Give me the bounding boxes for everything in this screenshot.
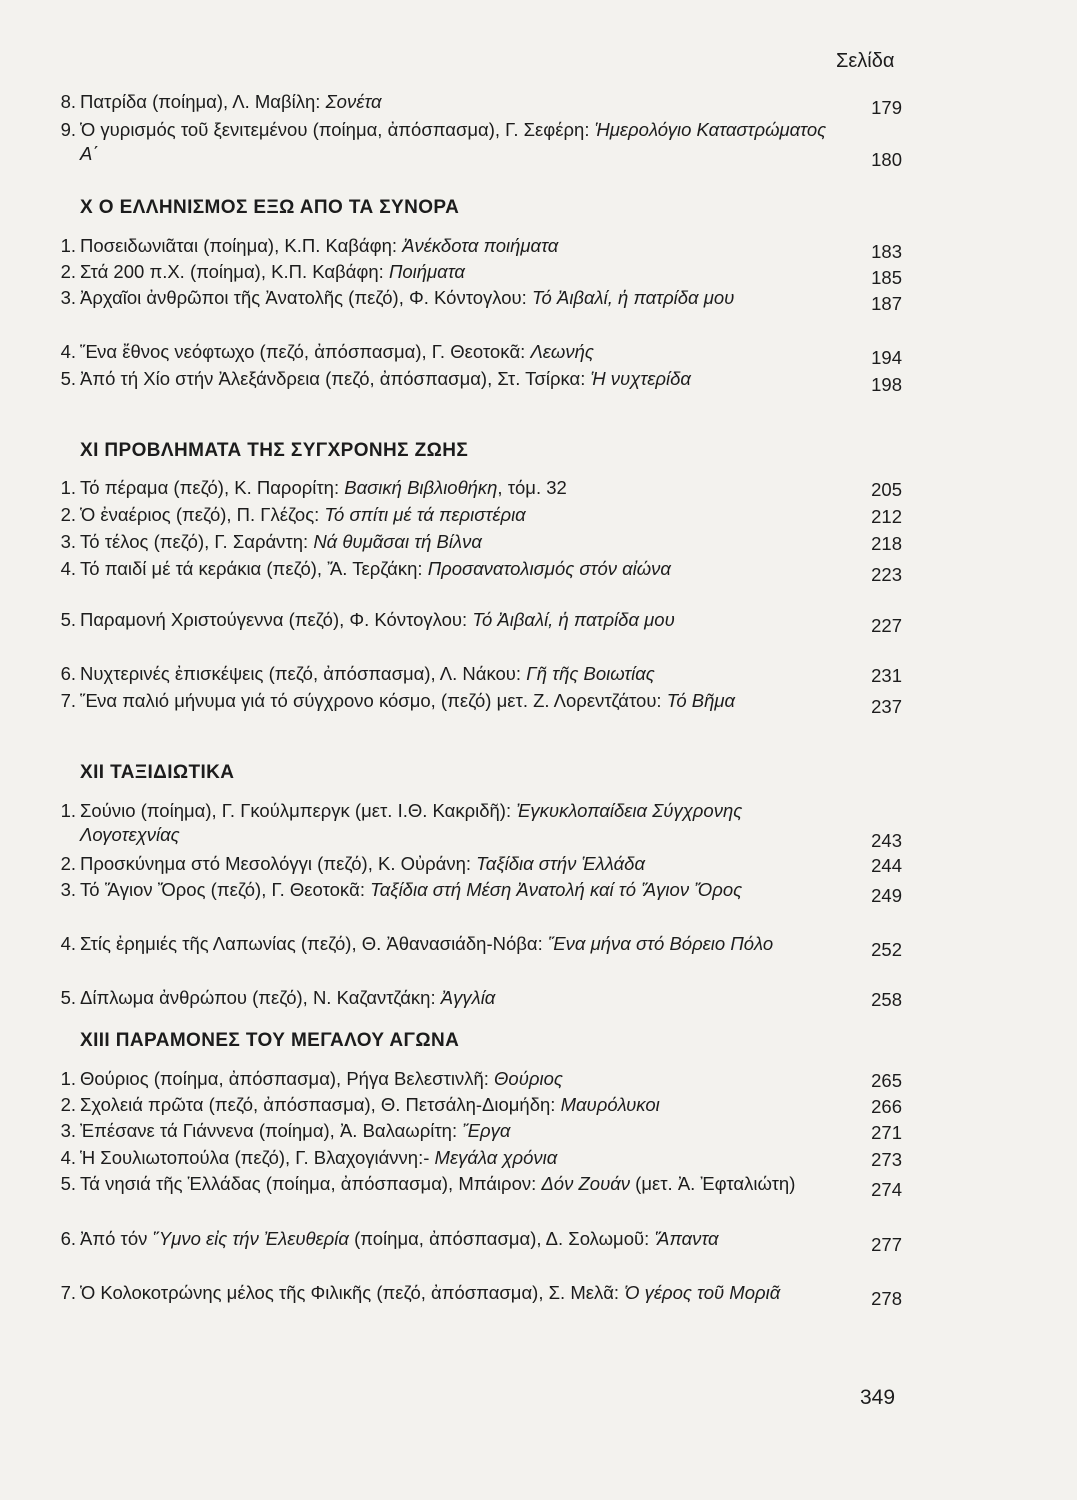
toc-entry <box>50 557 902 585</box>
entry-title: Ἕνα ἔθνος νεόφτωχο (πεζό, ἀπόσπασμα), Γ. Θεοτοκᾶ: <box>80 341 531 362</box>
toc-entry <box>50 1172 902 1200</box>
entry-extra: , τόμ. 32 <box>497 477 567 498</box>
section-title: Χ Ο ΕΛΛΗΝΙΣΜΟΣ ΕΞΩ ΑΠΟ ΤΑ ΣΥΝΟΡΑ <box>80 197 460 218</box>
entry-source: Θούριος <box>494 1068 563 1089</box>
entry-source: Ταξίδια στή Μέση Ἀνατολή καί τό Ἅγιον Ὄρος <box>370 879 743 900</box>
toc-entry <box>50 503 902 527</box>
entry-number: 4. <box>60 933 76 954</box>
toc-entry <box>50 530 902 554</box>
entry-source-2: Ἅπαντα <box>654 1228 719 1249</box>
entry-number: 3. <box>60 879 76 900</box>
entry-title: Τό Ἅγιον Ὄρος (πεζό), Γ. Θεοτοκᾶ: <box>80 879 371 900</box>
entry-title: Ἐπέσανε τά Γιάννενα (ποίημα), Ἀ. Βαλαωρίτη: <box>80 1120 463 1141</box>
section-title: ΧΙ ΠΡΟΒΛΗΜΑΤΑ ΤΗΣ ΣΥΓΧΡΟΝΗΣ ΖΩΗΣ <box>80 440 469 461</box>
entry-number: 1. <box>60 235 76 256</box>
entry-page: 258 <box>871 989 902 1010</box>
entry-title: Ἡ Σουλιωτοπούλα (πεζό), Γ. Βλαχογιάννη:- <box>80 1147 435 1168</box>
entry-title: Νυχτερινές ἐπισκέψεις (πεζό, ἀπόσπασμα), Λ. Νάκου: <box>80 663 527 684</box>
entry-page: 271 <box>871 1122 902 1143</box>
entry-title: Δίπλωμα ἀνθρώπου (πεζό), Ν. Καζαντζάκη: <box>80 987 441 1008</box>
entry-title: Τό πέραμα (πεζό), Κ. Παρορίτη: <box>80 477 345 498</box>
entry-source: Ταξίδια στήν Ἑλλάδα <box>476 853 645 874</box>
entry-page: 227 <box>871 615 902 636</box>
entry-source: Δόν Ζουάν <box>541 1173 631 1194</box>
entry-source: Λεωνής <box>530 341 594 362</box>
entry-page: 273 <box>871 1149 902 1170</box>
entry-source: Μαυρόλυκοι <box>560 1094 660 1115</box>
entry-number: 6. <box>60 1228 76 1249</box>
toc-entry <box>50 1093 902 1117</box>
toc-entry <box>50 852 902 876</box>
entry-page: 218 <box>871 533 902 554</box>
entry-page: 212 <box>871 506 902 527</box>
entry-number: 2. <box>60 853 76 874</box>
entry-extra: (ποίημα, ἀπόσπασμα), Δ. Σολωμοῦ: <box>348 1228 655 1249</box>
entry-title: Ποσειδωνιᾶται (ποίημα), Κ.Π. Καβάφη: <box>80 235 403 256</box>
entry-number: 2. <box>60 261 76 282</box>
entry-page: 266 <box>871 1096 902 1117</box>
entry-title: Τά νησιά τῆς Ἑλλάδας (ποίημα, ἀπόσπασμα), Μπάιρον: <box>80 1173 542 1194</box>
entry-source: Τό Ἀιβαλί, ἡ πατρίδα μου <box>472 609 675 630</box>
entry-page: 244 <box>871 855 902 876</box>
entry-source: Ἕνα μήνα στό Βόρειο Πόλο <box>547 933 774 954</box>
entry-number: 2. <box>60 504 76 525</box>
entry-number: 3. <box>60 1120 76 1141</box>
toc-entry <box>50 689 902 717</box>
entry-title: Σούνιο (ποίημα), Γ. Γκούλμπεργκ (μετ. Ι.Θ. Κακριδῆ): <box>80 800 517 821</box>
entry-source: Ὁ γέρος τοῦ Μοριᾶ <box>624 1282 781 1303</box>
entry-number: 3. <box>60 531 76 552</box>
entry-title: Παραμονή Χριστούγεννα (πεζό), Φ. Κόντογλου: <box>80 609 473 630</box>
entry-source: Γῆ τῆς Βοιωτίας <box>526 663 655 684</box>
entry-extra: (μετ. Ἀ. Ἐφταλιώτη) <box>630 1173 796 1194</box>
entry-source: Τό Βῆμα <box>666 690 736 711</box>
entry-title: Τό παιδί μέ τά κεράκια (πεζό), Ἄ. Τερζάκη: <box>80 558 428 579</box>
entry-number: 6. <box>60 663 76 684</box>
toc-entry <box>50 878 902 906</box>
entry-page: 183 <box>871 241 902 262</box>
entry-number: 2. <box>60 1094 76 1115</box>
entry-source: Τό σπίτι μέ τά περιστέρια <box>324 504 526 525</box>
entry-number: 7. <box>60 690 76 711</box>
entry-number: 1. <box>60 800 76 821</box>
toc-entry <box>50 1119 902 1143</box>
entry-title: Ἕνα παλιό μήνυμα γιά τό σύγχρονο κόσμο, (πεζό) μετ. Ζ. Λορεντζάτου: <box>80 690 667 711</box>
entry-number: 4. <box>60 1147 76 1168</box>
entry-title: Τό τέλος (πεζό), Γ. Σαράντη: <box>80 531 314 552</box>
toc-entry <box>50 662 902 686</box>
entry-source: Μεγάλα χρόνια <box>434 1147 558 1168</box>
entry-source: Νά θυμᾶσαι τή Βίλνα <box>313 531 482 552</box>
entry-source: Τό Ἀιβαλί, ἡ πατρίδα μου <box>531 287 735 308</box>
entry-page: 223 <box>871 564 902 585</box>
entry-source: Βασική Βιβλιοθήκη <box>344 477 498 498</box>
entry-page: 180 <box>871 149 902 170</box>
entry-title: Σχολειά πρῶτα (πεζό, ἀπόσπασμα), Θ. Πετσάλη-Διομήδη: <box>80 1094 561 1115</box>
toc-entry <box>50 476 902 500</box>
toc-entry <box>50 608 902 636</box>
entry-page: 265 <box>871 1070 902 1091</box>
entry-title: Ἀπό τή Χίο στήν Ἀλεξάνδρεια (πεζό, ἀπόσπασμα), Στ. Τσίρκα: <box>80 368 591 389</box>
entry-source: Προσανατολισμός στόν αἰώνα <box>427 558 671 579</box>
toc-entry <box>50 260 902 288</box>
entry-page: 185 <box>871 267 902 288</box>
entry-page: 278 <box>871 1288 902 1309</box>
entry-number: 7. <box>60 1282 76 1303</box>
entry-page: 274 <box>871 1179 902 1200</box>
entry-number: 1. <box>60 477 76 498</box>
entry-number: 9. <box>60 119 76 140</box>
toc-entry <box>50 90 902 118</box>
section-title: ΧΙΙ ΤΑΞΙΔΙΩΤΙΚΑ <box>80 762 235 783</box>
toc-entry <box>50 986 902 1010</box>
entry-number: 5. <box>60 609 76 630</box>
entry-title: Προσκύνημα στό Μεσολόγγι (πεζό), Κ. Οὐράνη: <box>80 853 477 874</box>
entry-page: 198 <box>871 374 902 395</box>
entry-page: 237 <box>871 696 902 717</box>
page-column-label: Σελίδα <box>836 50 895 72</box>
entry-page: 243 <box>871 830 902 851</box>
entry-title: Στίς ἐρημιές τῆς Λαπωνίας (πεζό), Θ. Ἀθανασιάδη-Νόβα: <box>80 933 548 954</box>
entry-number: 5. <box>60 987 76 1008</box>
entry-number: 5. <box>60 1173 76 1194</box>
entry-source: Ἀγγλία <box>440 987 496 1008</box>
entry-title: Θούριος (ποίημα, ἀπόσπασμα), Ρήγα Βελεστινλῆ: <box>80 1068 495 1089</box>
entry-source: Ἡ νυχτερίδα <box>590 368 691 389</box>
entry-source: Ἡμερολόγιο Καταστρώματος Α΄ <box>80 119 827 164</box>
toc-entry <box>50 118 902 170</box>
page-number: 349 <box>860 1386 896 1409</box>
toc-entry <box>50 799 902 851</box>
entry-page: 179 <box>871 97 902 118</box>
entry-title: Ὁ Κολοκοτρώνης μέλος τῆς Φιλικῆς (πεζό, ἀπόσπασμα), Σ. Μελᾶ: <box>80 1282 625 1303</box>
entry-title: Στά 200 π.Χ. (ποίημα), Κ.Π. Καβάφη: <box>80 261 389 282</box>
toc-entry <box>50 1227 902 1255</box>
entry-page: 187 <box>871 293 902 314</box>
entry-page: 277 <box>871 1234 902 1255</box>
entry-number: 4. <box>60 341 76 362</box>
entry-number: 3. <box>60 287 76 308</box>
entry-page: 249 <box>871 885 902 906</box>
entry-title: Ὁ ἐναέριος (πεζό), Π. Γλέζος: <box>80 504 325 525</box>
section-title: ΧΙΙΙ ΠΑΡΑΜΟΝΕΣ ΤΟΥ ΜΕΓΑΛΟΥ ΑΓΩΝΑ <box>80 1030 460 1051</box>
entry-source: Ἀνέκδοτα ποιήματα <box>402 235 559 256</box>
entry-title: Πατρίδα (ποίημα), Λ. Μαβίλη: <box>80 91 326 112</box>
entry-page: 231 <box>871 665 902 686</box>
entry-title: Ὁ γυρισμός τοῦ ξενιτεμένου (ποίημα, ἀπόσπασμα), Γ. Σεφέρη: <box>80 119 595 140</box>
toc-entry <box>50 234 902 262</box>
entry-source: Ποιήματα <box>388 261 465 282</box>
entry-page: 194 <box>871 347 902 368</box>
toc-entry <box>50 1067 902 1091</box>
toc-entry <box>50 932 902 960</box>
entry-source: Ὕμνο εἰς τήν Ἐλευθερία <box>152 1228 349 1249</box>
entry-number: 5. <box>60 368 76 389</box>
entry-number: 1. <box>60 1068 76 1089</box>
toc-entry <box>50 340 902 368</box>
entry-number: 4. <box>60 558 76 579</box>
toc-entry <box>50 1281 902 1309</box>
toc-entry <box>50 1146 902 1170</box>
entry-source: Σονέτα <box>325 91 382 112</box>
entry-number: 8. <box>60 91 76 112</box>
toc-entry <box>50 286 902 314</box>
entry-source: Ἔργα <box>462 1120 511 1141</box>
entry-page: 205 <box>871 479 902 500</box>
entry-title: Ἀπό τόν <box>80 1228 153 1249</box>
entry-source: Ἐγκυκλοπαίδεια Σύγχρονης Λογοτεχνίας <box>80 800 743 845</box>
entry-title: Ἀρχαῖοι ἀνθρῶποι τῆς Ἀνατολῆς (πεζό), Φ. Κόντογλου: <box>80 287 532 308</box>
entry-page: 252 <box>871 939 902 960</box>
toc-entry <box>50 367 902 395</box>
